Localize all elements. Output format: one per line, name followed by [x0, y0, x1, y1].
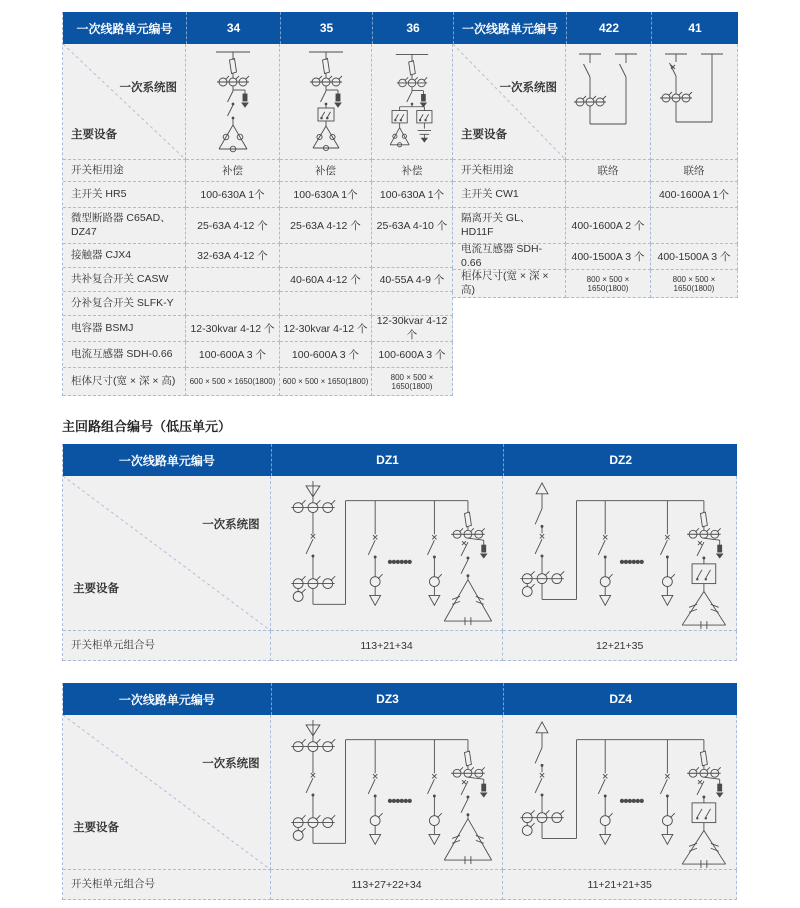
cell-value: 12-30kvar 4-12 个 [186, 316, 280, 342]
header-unit-number-label: 一次线路单元编号 [118, 692, 215, 707]
diagonal-divider-line [63, 476, 270, 630]
cell-value [186, 268, 280, 292]
combo-table-dz1-dz2 [62, 444, 737, 661]
cell-value: 12-30kvar 4-12 个 [280, 316, 372, 342]
cell-value: 40-55A 4-9 个 [372, 268, 453, 292]
spec-table-right [453, 12, 738, 298]
row-label: 分补复合开关 SLFK-Y [63, 292, 186, 316]
diagonal-divider-line [63, 44, 185, 159]
single-line-diagram-41 [653, 46, 735, 158]
row-label: 接触器 CJX4 [63, 244, 186, 268]
catalog-page [62, 12, 737, 900]
row-label: 开关柜用途 [63, 160, 186, 182]
row-label: 主开关 HR5 [63, 182, 186, 208]
diagram-cell-35 [280, 44, 372, 160]
column-header-dz2: DZ2 [503, 444, 737, 476]
single-line-diagram-422 [567, 46, 649, 158]
column-header-dz3: DZ3 [271, 683, 504, 715]
column-header-dz4: DZ4 [503, 683, 737, 715]
header-unit-number-label: 一次线路单元编号 [118, 453, 215, 468]
diagram-cell-422 [566, 44, 651, 160]
row-label: 柜体尺寸(宽 × 深 × 高) [63, 368, 186, 396]
diagonal-divider-line [63, 715, 270, 869]
cell-value: 100-600A 3 个 [280, 342, 372, 368]
diagram-cell-dz2 [503, 476, 737, 631]
spec-table-right-header [453, 12, 738, 44]
diagram-cell-34 [186, 44, 280, 160]
column-header-41: 41 [651, 12, 738, 44]
single-line-diagram-dz2 [505, 477, 735, 630]
spec-table-left [62, 12, 453, 396]
cell-value [566, 182, 651, 208]
row-label: 共补复合开关 CASW [63, 268, 186, 292]
single-line-diagram-dz3 [272, 716, 502, 869]
combo-number: 11+21+21+35 [503, 870, 737, 900]
diagonal-divider-line [453, 44, 565, 159]
diagram-cell-dz1 [271, 476, 504, 631]
row-label: 微型断路器 C65AD、DZ47 [63, 208, 186, 244]
cell-value: 40-60A 4-12 个 [280, 268, 372, 292]
cell-value: 100-600A 3 个 [186, 342, 280, 368]
row-label: 主开关 CW1 [453, 182, 566, 208]
diagram-legend-cell [63, 44, 186, 160]
equipment-label: 主要设备 [461, 128, 507, 141]
spec-table-left-header [63, 12, 453, 44]
combo-number: 12+21+35 [503, 631, 737, 661]
cell-value: 联络 [651, 160, 738, 182]
diagram-label: 一次系统图 [202, 519, 260, 532]
cell-value: 100-630A 1个 [186, 182, 280, 208]
diagram-cell-dz4 [503, 715, 737, 870]
cell-value: 联络 [566, 160, 651, 182]
row-label: 开关柜单元组合号 [63, 631, 271, 661]
row-label: 隔离开关 GL、HD11F [453, 208, 566, 244]
cell-value: 100-600A 3 个 [372, 342, 453, 368]
cell-value: 400-1600A 1个 [651, 182, 738, 208]
cell-value: 25-63A 4-12 个 [280, 208, 372, 244]
cell-value [651, 208, 738, 244]
combo-number: 113+27+22+34 [271, 870, 504, 900]
diagram-legend-cell [453, 44, 566, 160]
single-line-diagram-35 [282, 46, 370, 158]
diagram-legend-cell [63, 476, 271, 631]
row-label: 电流互感器 SDH-0.66 [453, 244, 566, 270]
diagram-cell-41 [651, 44, 738, 160]
diagram-label: 一次系统图 [499, 81, 557, 94]
cell-value [280, 244, 372, 268]
cell-value: 400-1500A 3 个 [651, 244, 738, 270]
row-label: 柜体尺寸(宽 × 深 × 高) [453, 270, 566, 298]
cell-value: 32-63A 4-12 个 [186, 244, 280, 268]
cell-value: 100-630A 1个 [280, 182, 372, 208]
diagram-legend-cell [63, 715, 271, 870]
equipment-label: 主要设备 [73, 822, 119, 835]
single-line-diagram-dz4 [505, 716, 735, 869]
row-label: 电容器 BSMJ [63, 316, 186, 342]
cell-value: 800 × 500 × 1650(1800) [372, 368, 453, 396]
column-header-dz1: DZ1 [271, 444, 504, 476]
section-title: 主回路组合编号（低压单元） [62, 419, 232, 434]
row-label: 开关柜用途 [453, 160, 566, 182]
equipment-label: 主要设备 [73, 583, 119, 596]
header-unit-number-label: 一次线路单元编号 [76, 21, 173, 36]
cell-value: 800 × 500 × 1650(1800) [566, 270, 651, 298]
diagram-label: 一次系统图 [119, 81, 177, 94]
column-header-36: 36 [372, 12, 453, 44]
combo-table-dz3-dz4 [62, 683, 737, 900]
cell-value [372, 292, 453, 316]
cell-value: 400-1600A 2 个 [566, 208, 651, 244]
cell-value: 补偿 [186, 160, 280, 182]
diagram-label: 一次系统图 [202, 758, 260, 771]
cell-value: 25-63A 4-12 个 [186, 208, 280, 244]
cell-value [372, 244, 453, 268]
cell-value [186, 292, 280, 316]
cell-value: 25-63A 4-10 个 [372, 208, 453, 244]
equipment-label: 主要设备 [71, 128, 117, 141]
column-header-422: 422 [566, 12, 651, 44]
cell-value: 12-30kvar 4-12 个 [372, 316, 453, 342]
diagram-cell-36 [372, 44, 453, 160]
column-header-34: 34 [186, 12, 280, 44]
row-label: 开关柜单元组合号 [63, 870, 271, 900]
cell-value: 600 × 500 × 1650(1800) [186, 368, 280, 396]
combo-number: 113+21+34 [271, 631, 504, 661]
single-line-diagram-34 [188, 46, 278, 158]
cell-value: 补偿 [372, 160, 453, 182]
column-header-35: 35 [280, 12, 372, 44]
cell-value [280, 292, 372, 316]
cell-value: 600 × 500 × 1650(1800) [280, 368, 372, 396]
cell-value: 100-630A 1个 [372, 182, 453, 208]
cell-value: 400-1500A 3 个 [566, 244, 651, 270]
cell-value: 800 × 500 × 1650(1800) [651, 270, 738, 298]
diagram-cell-dz3 [271, 715, 504, 870]
cell-value: 补偿 [280, 160, 372, 182]
spec-table [62, 12, 737, 396]
row-label: 电流互感器 SDH-0.66 [63, 342, 186, 368]
single-line-diagram-dz1 [272, 477, 502, 630]
single-line-diagram-36 [373, 46, 451, 158]
header-unit-number-label: 一次线路单元编号 [453, 12, 566, 44]
